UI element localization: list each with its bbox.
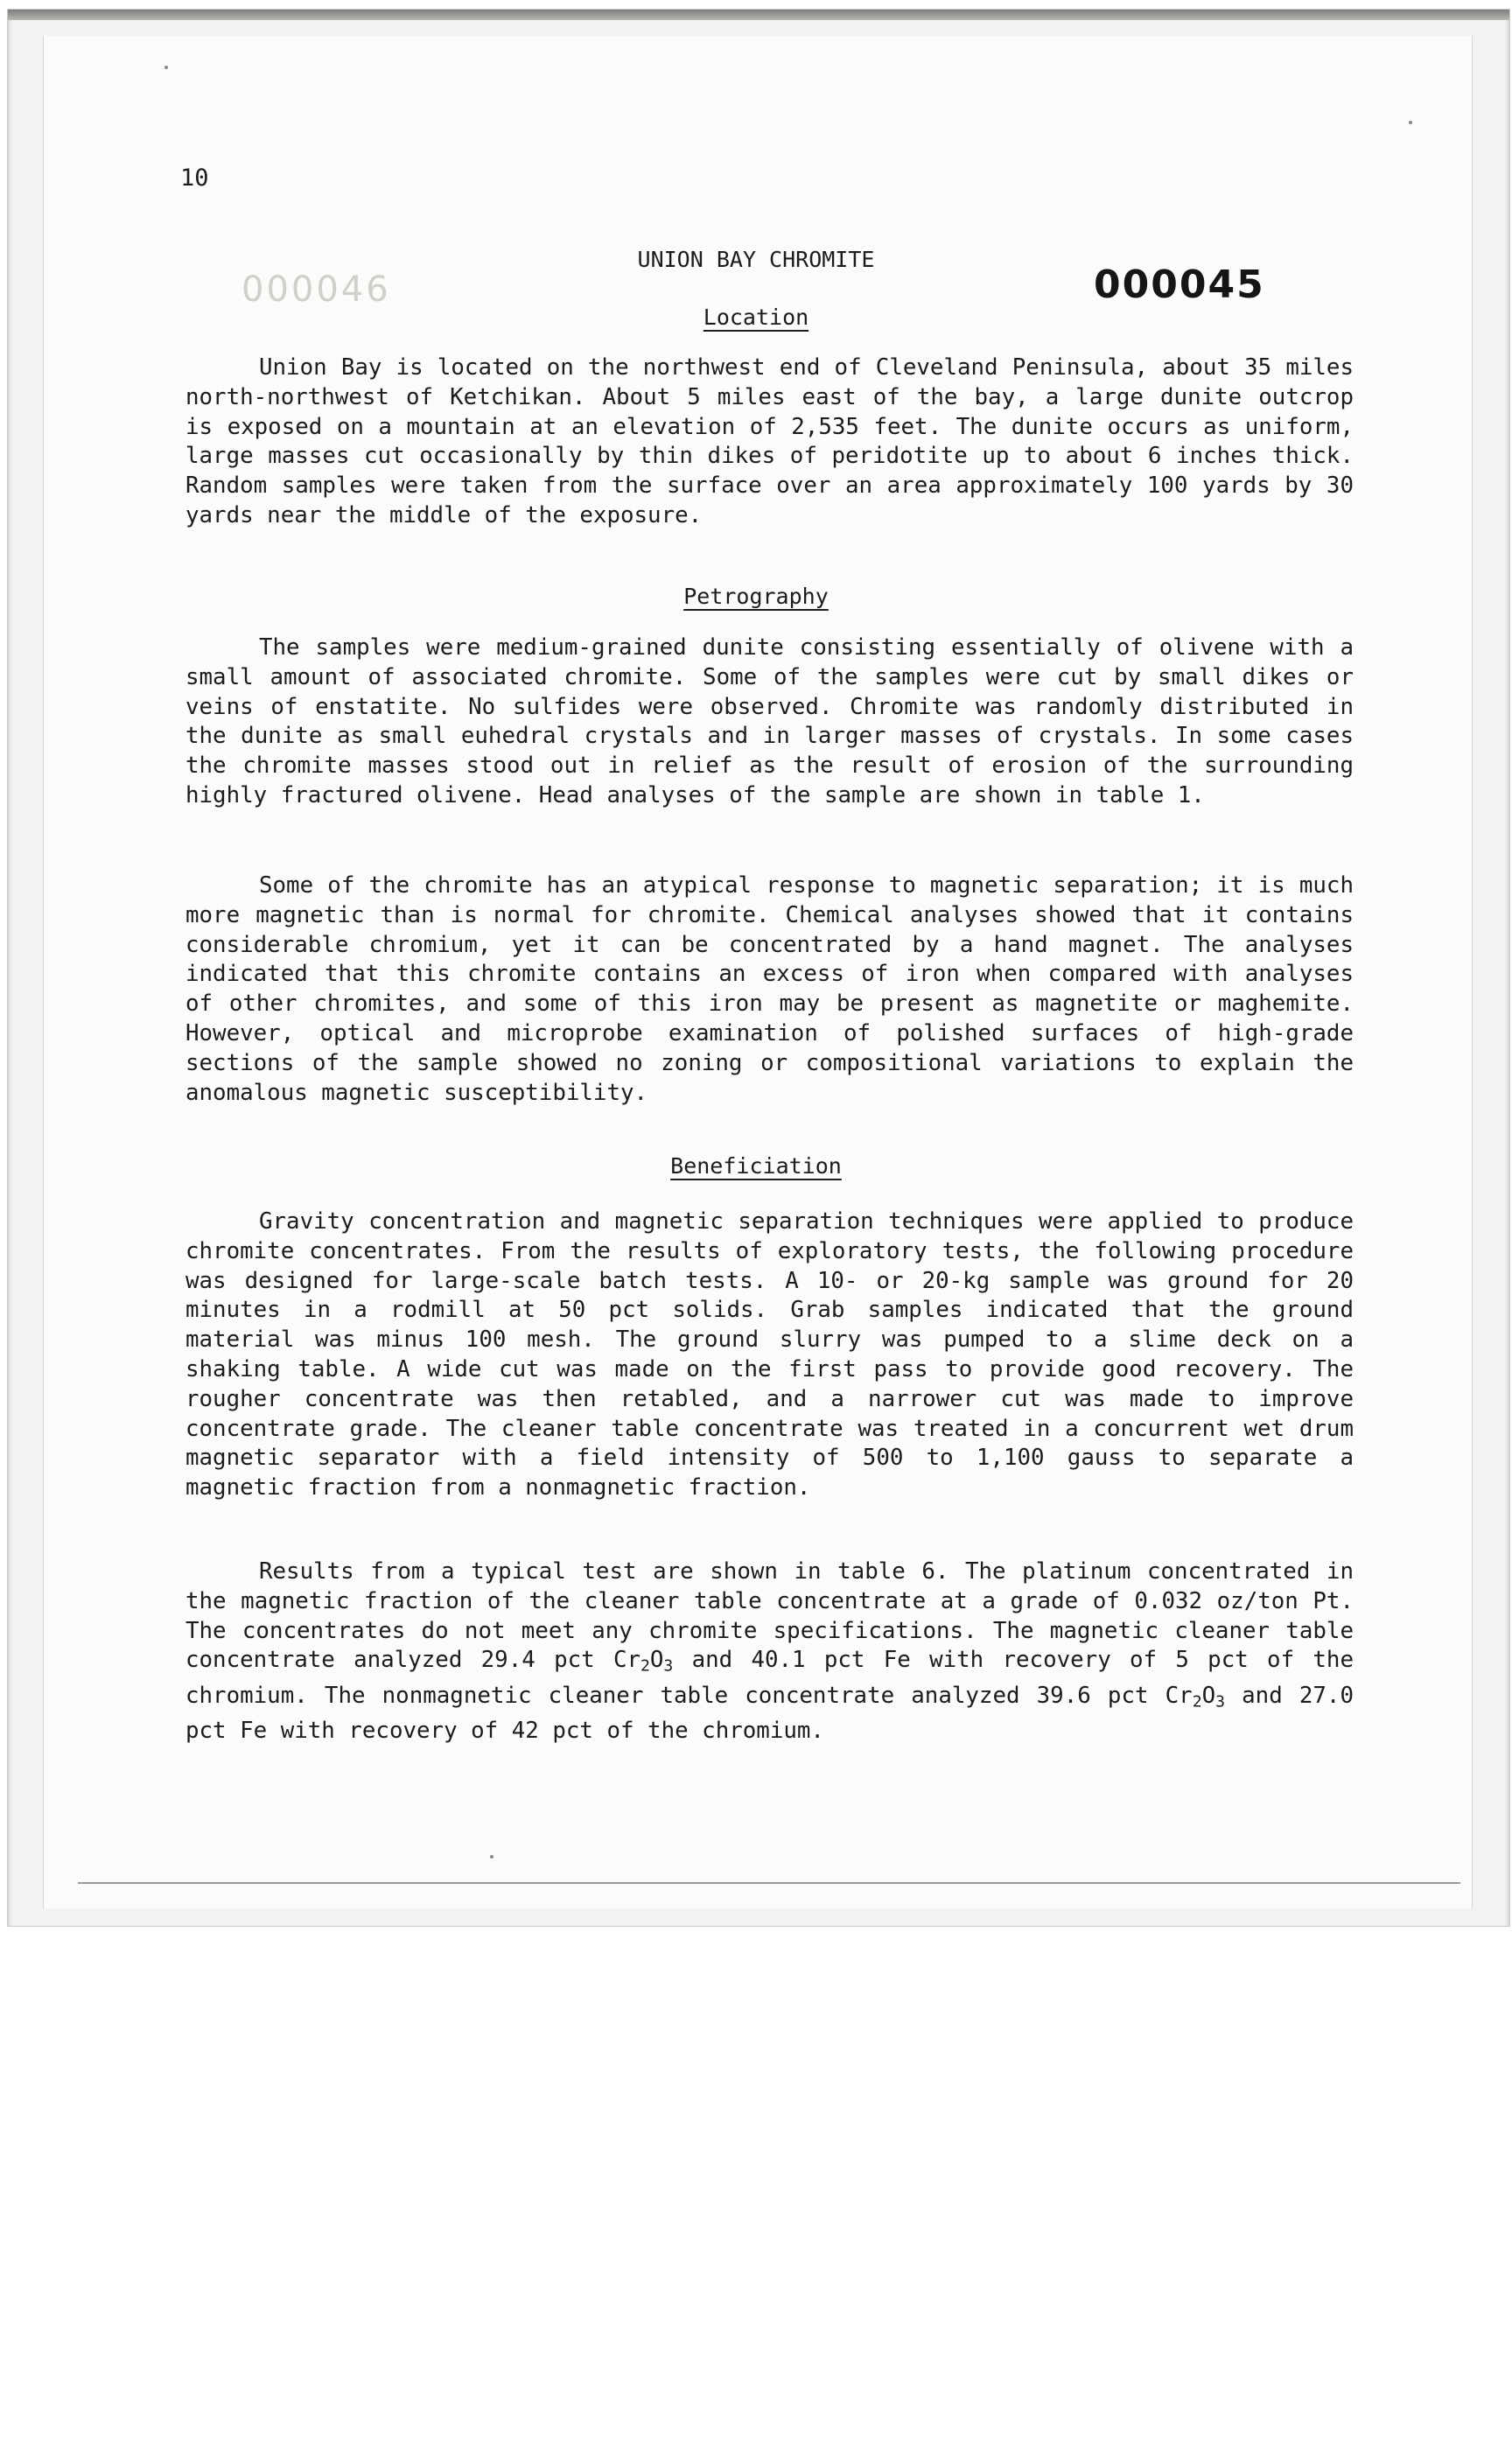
text-run: Results from a typical test are shown in table 6. The platinum concentrated in the magnetic fraction of the cleaner table concentrate at a grade of 0.032 oz/ton Pt. The concentrates do not meet any chromite specifications. The magnetic cleaner table concentrate analyzed 29.4 pct Cr — [186, 1558, 1354, 1674]
section-heading-petrography — [0, 584, 1512, 609]
text-run: and 27.0 pct Fe with recovery of 42 pct of the chromium. — [186, 1682, 1354, 1744]
text-run: and 40.1 pct Fe with recovery of 5 pct of the chromium. The nonmagnetic cleaner table concentrate analyzed 39.6 pct Cr — [186, 1647, 1354, 1709]
scan-top-edge — [8, 10, 1509, 20]
margin-mark — [490, 1855, 494, 1858]
document-title: UNION BAY CHROMITE — [637, 247, 875, 272]
faint-stamp-number: 000046 — [242, 270, 391, 310]
subscript: 3 — [1215, 1692, 1225, 1712]
paragraph-beneficiation-2 — [186, 1558, 1354, 1746]
paragraph-petrography-2: Some of the chromite has an atypical response to magnetic separation; it is much more magnetic than is normal for chromite. Chemical analyses showed that it contains considerable chromium, yet it can be concentrated by a hand magnet. The analyses indicated that this chromite contains an excess of iron when compared with analyses of other chromites, and some of this iron may be present as magnetite or maghemite. However, optical and microprobe examination of polished surfaces of high-grade sections of the sample showed no zoning or compositional variations to explain the anomalous magnetic susceptibility. — [186, 872, 1354, 1106]
stamp-number: 000045 — [1094, 262, 1265, 307]
margin-mark — [1409, 121, 1412, 124]
heading-text: Petrography — [683, 584, 829, 609]
text-run: O — [1201, 1682, 1216, 1709]
text-run: O — [649, 1647, 664, 1674]
page-number: 10 — [180, 164, 209, 192]
paragraph-petrography-1: The samples were medium-grained dunite consisting essentially of olivene with a small amount of associated chromite. Some of the samples were cut by small dikes or veins of enstatite. No sulfides were observed. Chromite was randomly distributed in the dunite as small euhedral crystals and in larger masses of crystals. In some cases the chromite masses stood out in relief as the result of erosion of the surrounding highly fractured olivene. Head analyses of the sample are shown in table 1. — [186, 634, 1354, 808]
heading-text: Location — [703, 304, 809, 330]
section-heading-beneficiation — [0, 1153, 1512, 1179]
heading-text: Beneficiation — [670, 1153, 842, 1179]
margin-mark — [164, 66, 168, 69]
subscript: 2 — [1192, 1692, 1202, 1712]
paragraph-location: Union Bay is located on the northwest end of Cleveland Peninsula, about 35 miles north-northwest of Ketchikan. About 5 miles east of the bay, a large dunite outcrop is exposed on a mountain at an elevation of 2,535 feet. The dunite occurs as uniform, large masses cut occasionally by thin dikes of peridotite up to about 6 inches thick. Random samples were taken from the surface over an area approximately 100 yards by 30 yards near the middle of the exposure. — [186, 354, 1354, 528]
section-heading-location — [0, 304, 1512, 330]
subscript: 2 — [640, 1656, 650, 1676]
bottom-rule — [78, 1882, 1460, 1884]
subscript: 3 — [663, 1656, 674, 1676]
paragraph-beneficiation-1: Gravity concentration and magnetic separation techniques were applied to produce chromite concentrates. From the results of exploratory tests, the following procedure was designed for large-scale batch tests. A 10- or 20-kg sample was ground for 20 minutes in a rodmill at 50 pct solids. Grab samples indicated that the ground material was minus 100 mesh. The ground slurry was pumped to a slime deck on a shaking table. A wide cut was made on the first pass to provide good recovery. The rougher concentrate was then retabled, and a narrower cut was made to improve concentrate grade. The cleaner table concentrate was treated in a concurrent wet drum magnetic separator with a field intensity of 500 to 1,100 gauss to separate a magnetic fraction from a nonmagnetic fraction. — [186, 1208, 1354, 1502]
